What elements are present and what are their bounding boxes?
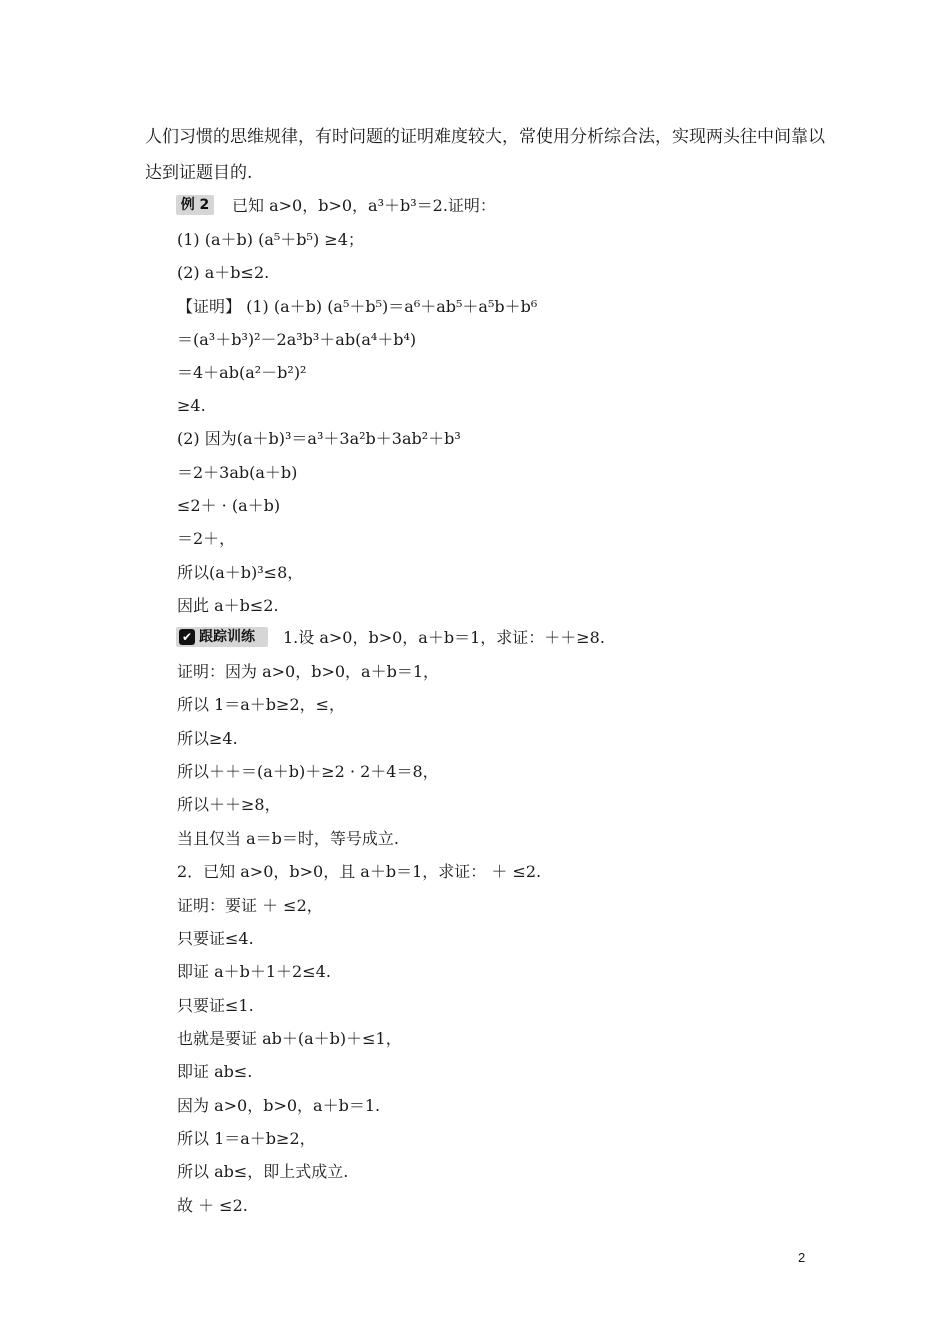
example-proof-heading: 【证明】 (1) (a＋b) (a⁵＋b⁵)＝a⁶＋ab⁵＋a⁵b＋b⁶: [177, 297, 538, 316]
example-line: ＝(a³＋b³)²－2a³b³＋ab(a⁴＋b⁴): [177, 330, 417, 349]
example-statement: 已知 a>0，b>0，a³＋b³＝2.证明：: [232, 196, 496, 215]
example-line: (2) a＋b≤2.: [177, 263, 270, 282]
intro-line-2: 达到证题目的.: [145, 163, 253, 183]
tracking-statement: 1.设 a>0，b>0，a＋b＝1，求证：＋＋≥8.: [283, 628, 605, 647]
tracking-line: 所以 ab≤，即上式成立.: [177, 1162, 349, 1181]
example-line: ＝4＋ab(a²－b²)²: [177, 363, 307, 382]
example-line: ≤2＋ · (a＋b): [177, 496, 281, 515]
example-line: (1) (a＋b) (a⁵＋b⁵) ≥4；: [177, 230, 364, 249]
tracking-line: 因为 a>0，b>0，a＋b＝1.: [177, 1096, 381, 1115]
tracking-badge-label: 跟踪训练: [199, 629, 255, 645]
example-line: 所以(a＋b)³≤8，: [177, 563, 304, 582]
tracking-line: 证明：要证 ＋ ≤2，: [177, 896, 323, 915]
tracking-problem-2: 2．已知 a>0，b>0，且 a＋b＝1，求证： ＋ ≤2.: [177, 862, 542, 881]
example-line: (2) 因为(a＋b)³＝a³＋3a²b＋3ab²＋b³: [177, 429, 461, 448]
tracking-badge: [176, 627, 268, 647]
tracking-line: 只要证≤1.: [177, 996, 254, 1015]
tracking-line: 所以＋＋≥8，: [177, 795, 281, 814]
intro-line-1: 人们习惯的思维规律，有时问题的证明难度较大，常使用分析综合法，实现两头往中间靠以: [145, 127, 825, 147]
tracking-line: 所以≥4.: [177, 729, 238, 748]
tracking-line: 即证 a＋b＋1＋2≤4.: [177, 962, 331, 981]
tracking-line: 只要证≤4.: [177, 929, 254, 948]
tracking-line: 所以 1＝a＋b≥2，: [177, 1129, 316, 1148]
tracking-line: 证明：因为 a>0，b>0，a＋b＝1，: [177, 662, 440, 681]
tracking-line: 故 ＋ ≤2.: [177, 1196, 248, 1215]
tracking-line: 所以 1＝a＋b≥2，≤，: [177, 695, 346, 714]
checkmark-icon: ✔: [179, 629, 195, 645]
tracking-line: 也就是要证 ab＋(a＋b)＋≤1，: [177, 1029, 402, 1048]
example-line: ＝2＋，: [177, 529, 236, 548]
tracking-line: 所以＋＋＝(a＋b)＋≥2 · 2＋4＝8，: [177, 762, 439, 781]
example-line: ＝2＋3ab(a＋b): [177, 463, 298, 482]
example-badge: 例 2: [176, 195, 214, 215]
example-line: ≥4.: [177, 396, 206, 415]
page-number: 2: [798, 1250, 806, 1265]
example-line: 因此 a＋b≤2.: [177, 596, 279, 615]
tracking-line: 当且仅当 a＝b＝时，等号成立.: [177, 829, 399, 848]
tracking-line: 即证 ab≤.: [177, 1062, 253, 1081]
